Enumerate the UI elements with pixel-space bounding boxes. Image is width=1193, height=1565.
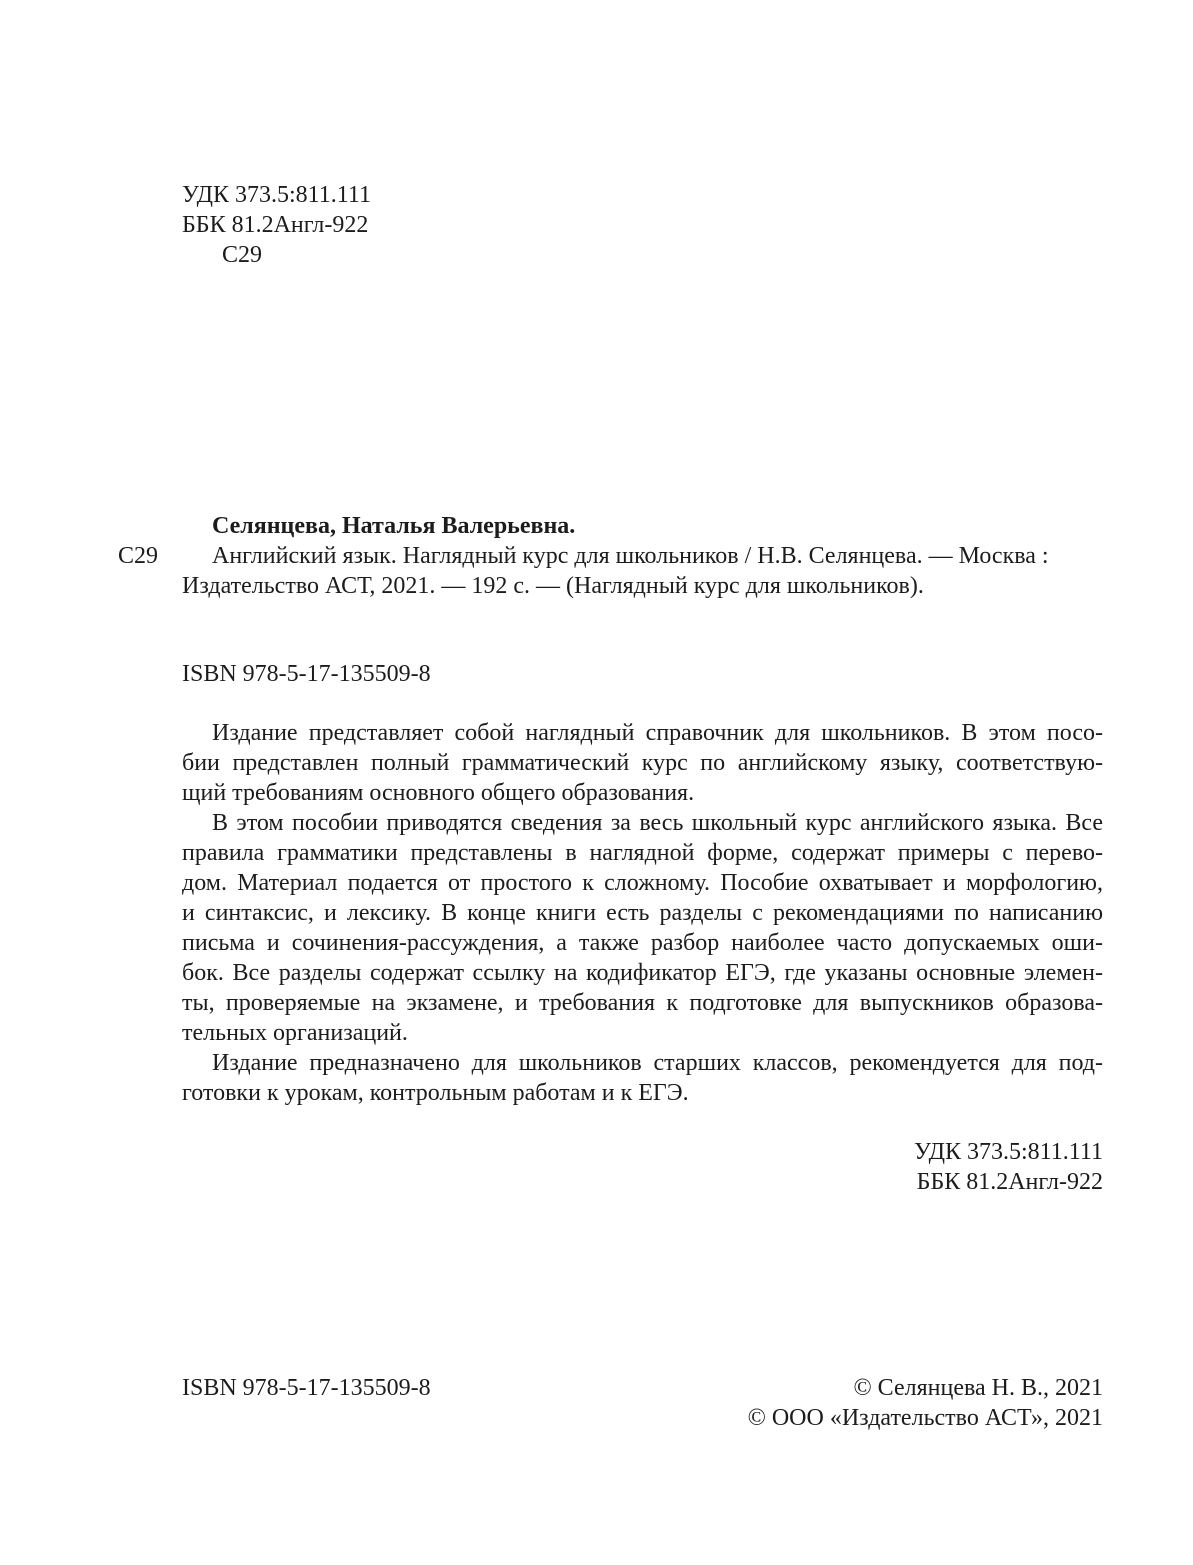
annotation-line-4: В этом пособии приводятся сведения за весь школьный курс английского языка. Все	[212, 810, 1103, 836]
annotation-line-13: готовки к урокам, контрольным работам и к ЕГЭ.	[182, 1080, 689, 1106]
annotation-line-5: правила грамматики представлены в наглядной форме, содержат примеры с перево-	[182, 840, 1103, 866]
annotation-line-10: ты, проверяемые на экзамене, и требования к подготовке для выпускников образова-	[182, 990, 1103, 1016]
isbn-top: ISBN 978-5-17-135509-8	[182, 661, 431, 687]
catalog-mark: С29	[118, 543, 159, 569]
annotation-line-11: тельных организаций.	[182, 1020, 408, 1046]
catalog-entry-text-1: Английский язык. Наглядный курс для школьников / Н.В. Селянцева. — Москва :	[212, 543, 1049, 569]
annotation-line-8: письма и сочинения-рассуждения, а также разбор наиболее часто допускаемых оши-	[182, 930, 1103, 956]
annotation-line-2: бии представлен полный грамматический курс по английскому языку, соответствую-	[182, 750, 1103, 776]
annotation-line-3: щий требованиям основного общего образования.	[182, 780, 695, 806]
catalog-entry-line-2: Издательство АСТ, 2021. — 192 с. — (Наглядный курс для школьников).	[182, 573, 924, 599]
copyright-author: © Селянцева Н. В., 2021	[853, 1375, 1103, 1401]
annotation-line-9: бок. Все разделы содержат ссылку на кодификатор ЕГЭ, где указаны основные элемен-	[182, 960, 1103, 986]
annotation-line-1: Издание представляет собой наглядный справочник для школьников. В этом посо-	[212, 720, 1103, 746]
author-mark-top: С29	[222, 242, 263, 268]
isbn-footer: ISBN 978-5-17-135509-8	[182, 1375, 431, 1401]
annotation-line-6: дом. Материал подается от простого к сложному. Пособие охватывает и морфологию,	[182, 870, 1103, 896]
catalog-entry-line-1	[212, 541, 1103, 571]
udk-code-bottom: УДК 373.5:811.111	[914, 1139, 1103, 1165]
bbk-code-top: ББК 81.2Англ-922	[182, 212, 369, 238]
bbk-code-bottom: ББК 81.2Англ-922	[916, 1169, 1103, 1195]
annotation-line-12: Издание предназначено для школьников старших классов, рекомендуется для под-	[212, 1050, 1103, 1076]
copyright-publisher: © ООО «Издательство АСТ», 2021	[747, 1405, 1103, 1431]
catalog-author: Селянцева, Наталья Валерьевна.	[212, 513, 576, 539]
annotation-line-7: и синтаксис, и лексику. В конце книги есть разделы с рекомендациями по написанию	[182, 900, 1103, 926]
udk-code-top: УДК 373.5:811.111	[182, 182, 371, 208]
